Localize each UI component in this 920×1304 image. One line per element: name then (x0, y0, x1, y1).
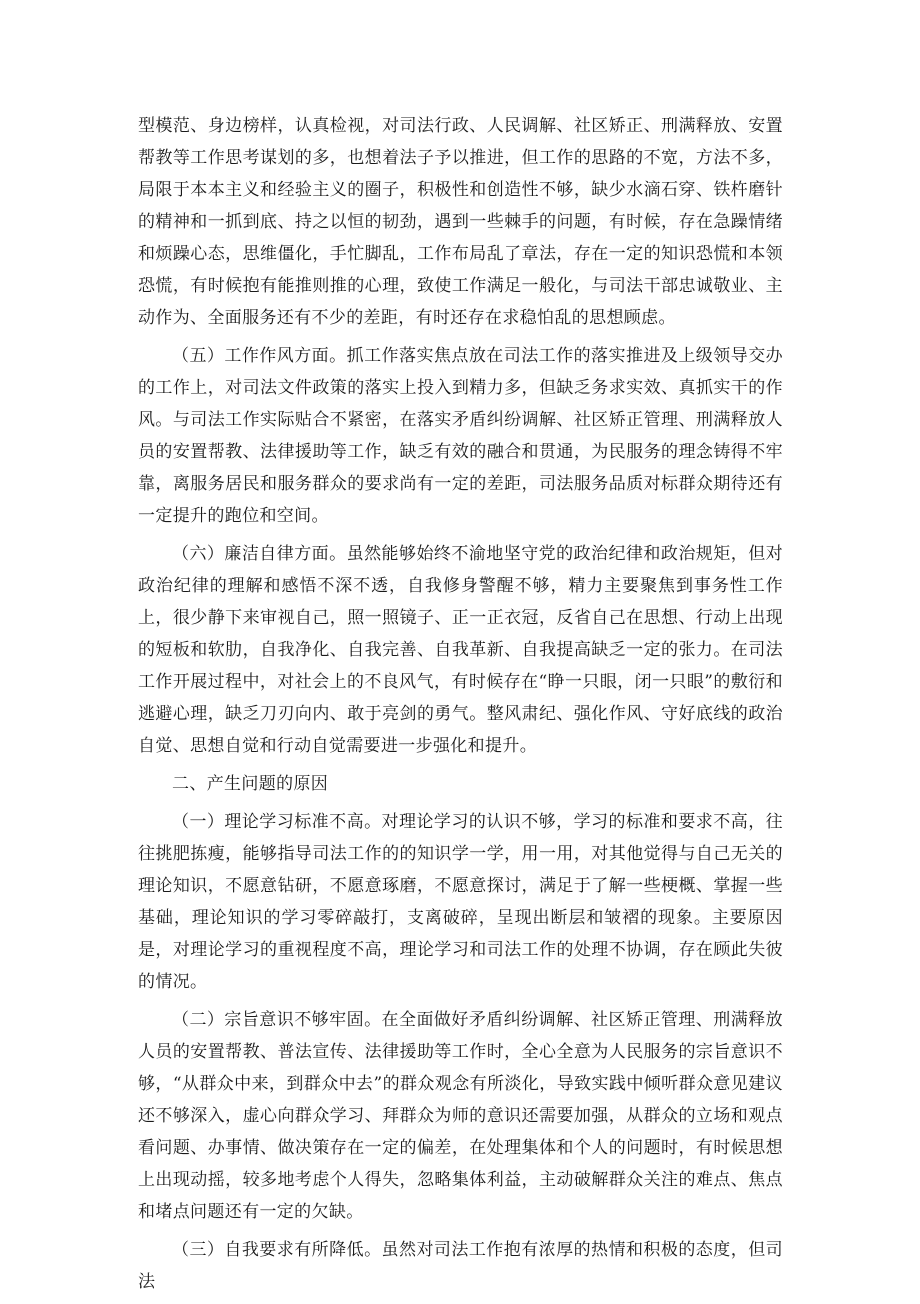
section-heading-causes: 二、产生问题的原因 (172, 774, 329, 794)
paragraph-work-style: （五）工作作风方面。抓工作落实焦点放在司法工作的落实推进及上级领导交办的工作上，对司法文件政策的落实上投入到精力多，但缺乏务求实效、真抓实干的作风。与司法工作实际贴合不紧密，在落实矛盾纠纷调解、社区矫正管理、刑满释放人员的安置帮教、法律援助等工作，缺乏有效的融合和贯通，为民服务的理念铸得不牢靠，离服务居民和服务群众的要求尚有一定的差距，司法服务品质对标群众期待还有一定提升的跑位和空间。 (138, 346, 783, 526)
paragraph-theory-study: （一）理论学习标准不高。对理论学习的认识不够，学习的标准和要求不高，往往挑肥拣瘦，能够指导司法工作的的知识学一学，用一用，对其他觉得与自己无关的理论知识，不愿意钻研，不愿意琢磨，不愿意探讨，满足于了解一些梗概、掌握一些基础，理论知识的学习零碎敲打，支离破碎，呈现出断层和皱褶的现象。主要原因是，对理论学习的重视程度不高，理论学习和司法工作的处理不协调，存在顾此失彼的情况。 (138, 812, 783, 992)
paragraph-self-requirement: （三）自我要求有所降低。虽然对司法工作抱有浓厚的热情和积极的态度，但司法 (138, 1240, 783, 1292)
paragraph-integrity: （六）廉洁自律方面。虽然能够始终不渝地坚守党的政治纪律和政治规矩，但对政治纪律的理解和感悟不深不透，自我修身警醒不够，精力主要聚焦到事务性工作上，很少静下来审视自己，照一照镜子、正一正衣冠，反省自己在思想、行动上出现的短板和软肋，自我净化、自我完善、自我革新、自我提高缺乏一定的张力。在司法工作开展过程中，对社会上的不良风气，有时候存在“睁一只眼，闭一只眼”的敷衍和逃避心理，缺乏刀刃向内、敢于亮剑的勇气。整风肃纪、强化作风、守好底线的政治自觉、思想自觉和行动自觉需要进一步强化和提升。 (138, 544, 783, 756)
document-page (138, 110, 783, 1304)
paragraph-purpose-awareness: （二）宗旨意识不够牢固。在全面做好矛盾纠纷调解、社区矫正管理、刑满释放人员的安置帮教、普法宣传、法律援助等工作时，全心全意为人民服务的宗旨意识不够，“从群众中来，到群众中去”的群众观念有所淡化，导致实践中倾听群众意见建议还不够深入，虚心向群众学习、拜群众为师的意识还需要加强，从群众的立场和观点看问题、办事情、做决策存在一定的偏差，在处理集体和个人的问题时，有时候思想上出现动摇，较多地考虑个人得失，忽略集体利益，主动破解群众关注的难点、焦点和堵点问题还有一定的欠缺。 (138, 1010, 783, 1222)
paragraph-continued: 型模范、身边榜样，认真检视，对司法行政、人民调解、社区矫正、刑满释放、安置帮教等工作思考谋划的多，也想着法子予以推进，但工作的思路的不宽，方法不多，局限于本本主义和经验主义的圈子，积极性和创造性不够，缺少水滴石穿、铁杵磨针的精神和一抓到底、持之以恒的韧劲，遇到一些棘手的问题，有时候，存在急躁情绪和烦躁心态，思维僵化，手忙脚乱，工作布局乱了章法，存在一定的知识恐慌和本领恐慌，有时候抱有能推则推的心理，致使工作满足一般化，与司法干部忠诚敬业、主动作为、全面服务还有不少的差距，有时还存在求稳怕乱的思想顾虑。 (138, 116, 783, 328)
